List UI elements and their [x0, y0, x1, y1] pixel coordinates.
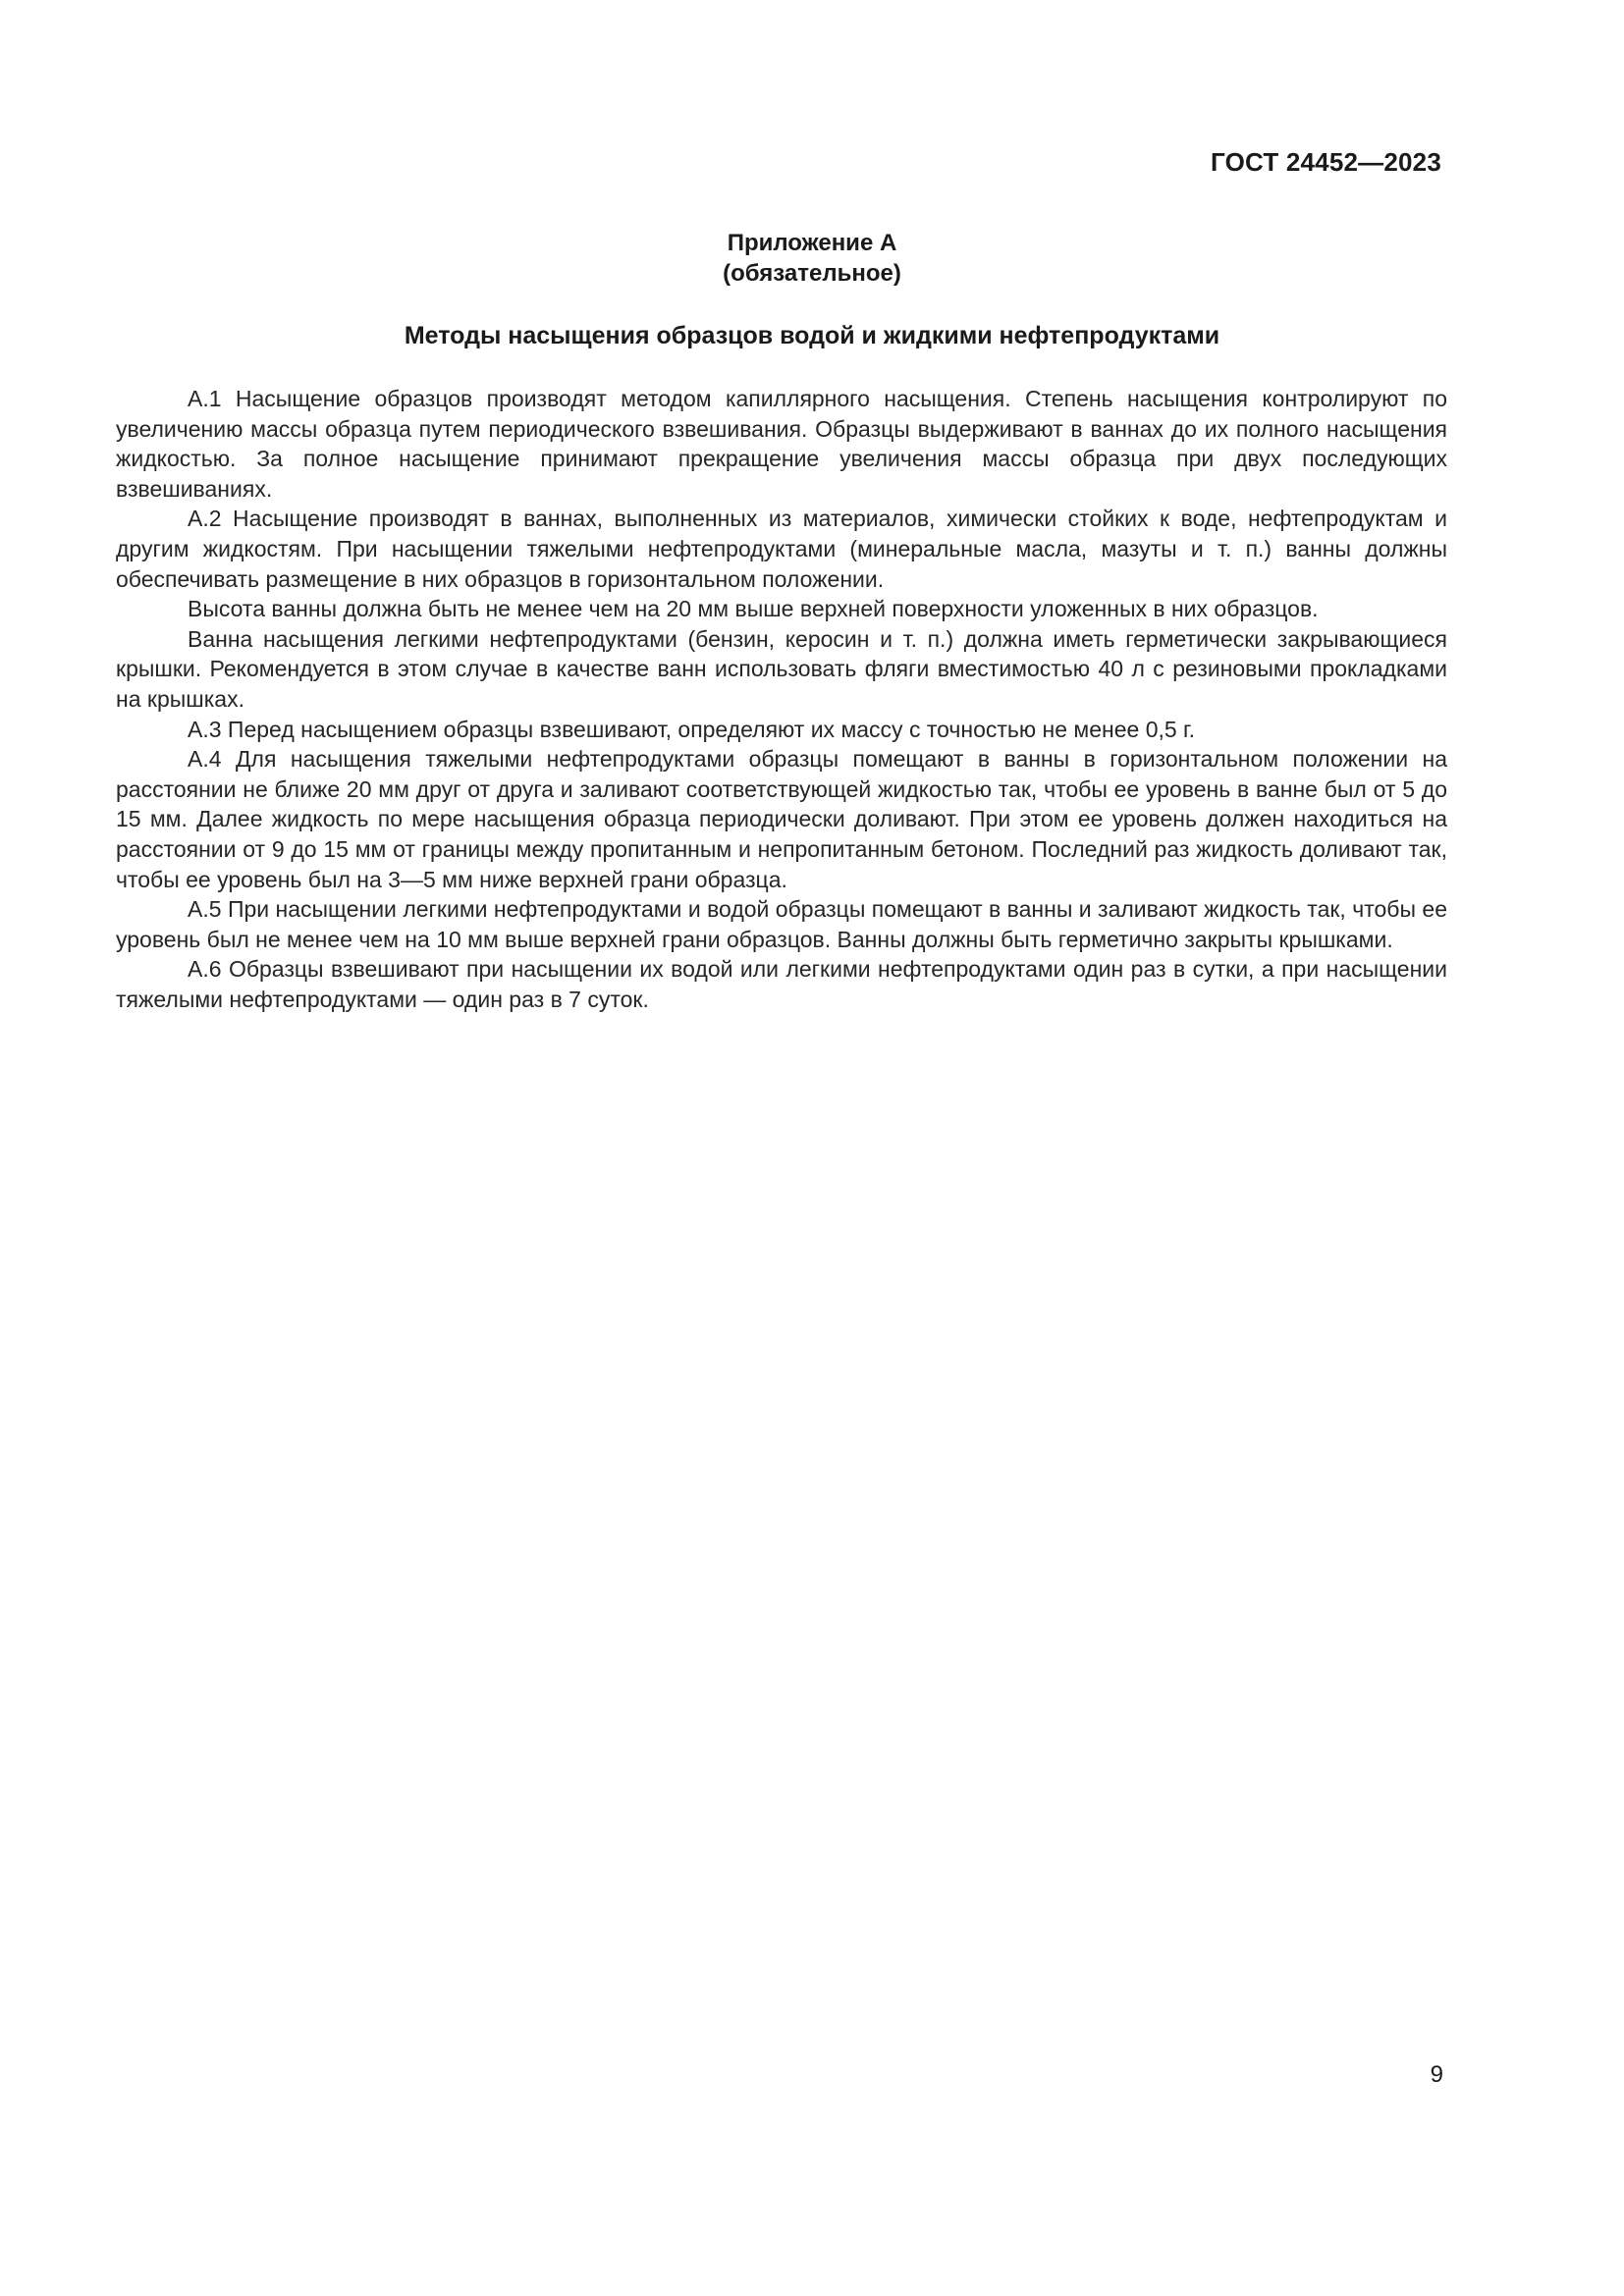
paragraph-light-products-bath: Ванна насыщения легкими нефтепродуктами (бензин, керосин и т. п.) должна иметь герметически закрывающиеся крышки. Рекомендуется в этом случае в качестве ванн использовать фляги вместимостью 40 л с резиновыми прокладками на крышках. [116, 625, 1447, 712]
appendix-status: (обязательное) [723, 260, 901, 287]
appendix-heading [0, 228, 1624, 289]
paragraph-bath-height: Высота ванны должна быть не менее чем на 20 мм выше верхней поверхности уложенных в них образцов. [188, 596, 1319, 622]
paragraph-a3: А.3 Перед насыщением образцы взвешивают, определяют их массу с точностью не менее 0,5 г. [188, 716, 1196, 742]
appendix-title: Приложение А [727, 230, 897, 256]
paragraph-a4: А.4 Для насыщения тяжелыми нефтепродуктами образцы помещают в ванны в горизонтальном положении на расстоянии не ближе 20 мм друг от друга и заливают соответствующей жидкостью так, чтобы ее уровень в ванне был от 5 до 15 мм. Далее жидкость по мере насыщения образца периодически доливают. При этом ее уровень должен находиться на расстоянии от 9 до 15 мм от границы между пропитанным и непропитанным бетоном. Последний раз жидкость доливают так, чтобы ее уровень был на 3—5 мм ниже верхней грани образца. [116, 746, 1447, 892]
paragraph-a2: А.2 Насыщение производят в ваннах, выполненных из материалов, химически стойких к воде, нефтепродуктам и другим жидкостям. При насыщении тяжелыми нефтепродуктами (минеральные масла, мазуты и т. п.) ванны должны обеспечивать размещение в них образцов в горизонтальном положении. [116, 506, 1447, 592]
paragraph-a6: А.6 Образцы взвешивают при насыщении их водой или легкими нефтепродуктами один раз в сутки, а при насыщении тяжелыми нефтепродуктами — один раз в 7 суток. [116, 956, 1447, 1012]
body-text [116, 384, 1447, 1014]
section-title: Методы насыщения образцов водой и жидкими нефтепродуктами [404, 322, 1220, 349]
paragraph-a1: А.1 Насыщение образцов производят методом капиллярного насыщения. Степень насыщения контролируют по увеличению массы образца путем периодического взвешивания. Образцы выдерживают в ваннах до их полного насыщения жидкостью. За полное насыщение принимают прекращение увеличения массы образца при двух последующих взвешиваниях. [116, 386, 1447, 502]
document-code: ГОСТ 24452—2023 [1211, 147, 1441, 177]
page-number: 9 [1430, 2061, 1443, 2088]
paragraph-a5: А.5 При насыщении легкими нефтепродуктами и водой образцы помещают в ванны и заливают жидкость так, чтобы ее уровень был не менее чем на 10 мм выше верхней грани образцов. Ванны должны быть герметично закрыты крышками. [116, 896, 1447, 952]
